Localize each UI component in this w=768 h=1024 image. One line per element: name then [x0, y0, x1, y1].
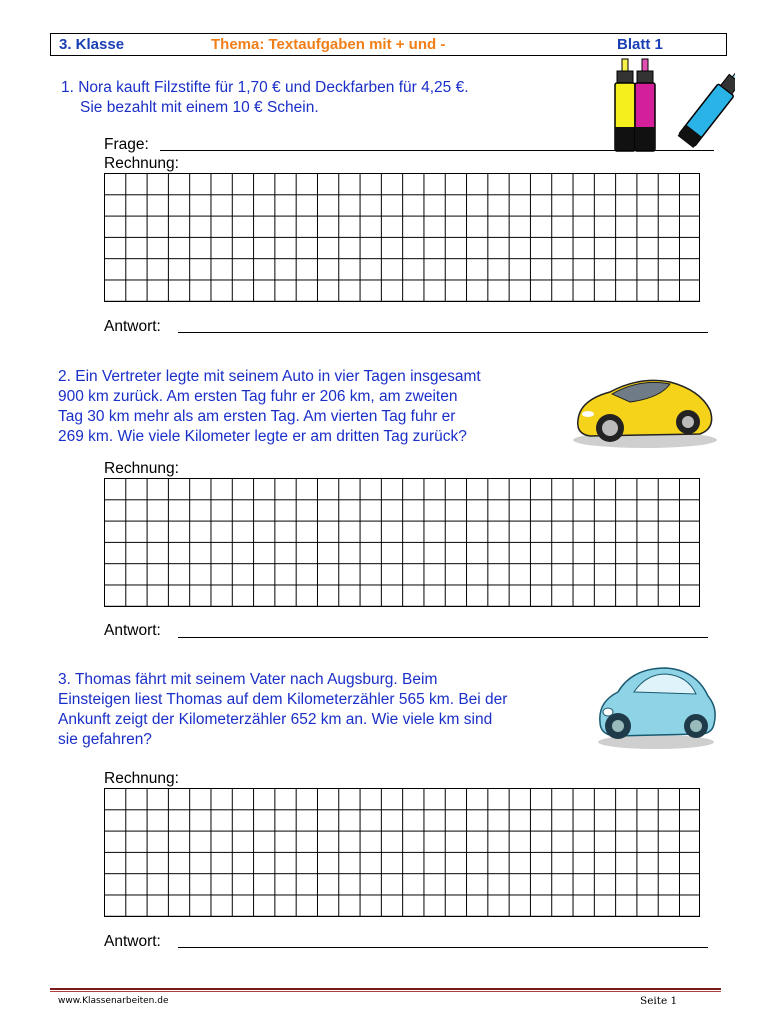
task-3-calc-grid[interactable] [104, 788, 700, 917]
page-number: Seite 1 [640, 995, 678, 1007]
task-3-answer-line[interactable] [178, 947, 708, 948]
footer-rule [50, 988, 721, 990]
task-2-calc-grid[interactable] [104, 478, 700, 607]
task-1-question-label: Frage: [104, 136, 149, 153]
task-3-line-3: Ankunft zeigt der Kilometerzähler 652 km an. Wie viele km sind [58, 711, 493, 728]
task-3-line-4: sie gefahren? [58, 731, 152, 748]
task-1-line-1: 1. Nora kauft Filzstifte für 1,70 € und Deckfarben für 4,25 €. [61, 79, 469, 96]
grade-label: 3. Klasse [59, 36, 125, 53]
yellow-sports-car-icon [570, 370, 720, 450]
task-2-text [58, 367, 578, 447]
task-1-text [61, 78, 581, 118]
blue-beetle-car-icon [592, 662, 722, 752]
task-1-answer-label: Antwort: [104, 318, 161, 335]
worksheet-header [50, 33, 727, 56]
task-2-line-3: Tag 30 km mehr als am ersten Tag. Am vierten Tag fuhr er [58, 408, 456, 425]
task-2-answer-label: Antwort: [104, 622, 161, 639]
task-2-calc-label: Rechnung: [104, 460, 179, 477]
task-2-line-4: 269 km. Wie viele Kilometer legte er am dritten Tag zurück? [58, 428, 467, 445]
task-3-line-1: 3. Thomas fährt mit seinem Vater nach Augsburg. Beim [58, 671, 438, 688]
footer-url[interactable]: www.Klassenarbeiten.de [58, 996, 169, 1006]
task-2-answer-line[interactable] [178, 637, 708, 638]
task-1-question-line[interactable] [160, 150, 714, 151]
topic-label: Thema: Textaufgaben mit + und - [211, 36, 446, 53]
task-1-answer-line[interactable] [178, 332, 708, 333]
task-1-calc-label: Rechnung: [104, 155, 179, 172]
task-3-answer-label: Antwort: [104, 933, 161, 950]
footer-rule-thin [50, 991, 721, 992]
marker-pens-icon [605, 57, 735, 157]
task-2-line-2: 900 km zurück. Am ersten Tag fuhr er 206 km, am zweiten [58, 388, 458, 405]
task-1-calc-grid[interactable] [104, 173, 700, 302]
task-2-line-1: 2. Ein Vertreter legte mit seinem Auto in vier Tagen insgesamt [58, 368, 481, 385]
task-3-text [58, 670, 598, 750]
sheet-label: Blatt 1 [617, 36, 663, 53]
task-3-line-2: Einsteigen liest Thomas auf dem Kilometerzähler 565 km. Bei der [58, 691, 508, 708]
task-1-line-2: Sie bezahlt mit einem 10 € Schein. [80, 99, 319, 116]
task-3-calc-label: Rechnung: [104, 770, 179, 787]
